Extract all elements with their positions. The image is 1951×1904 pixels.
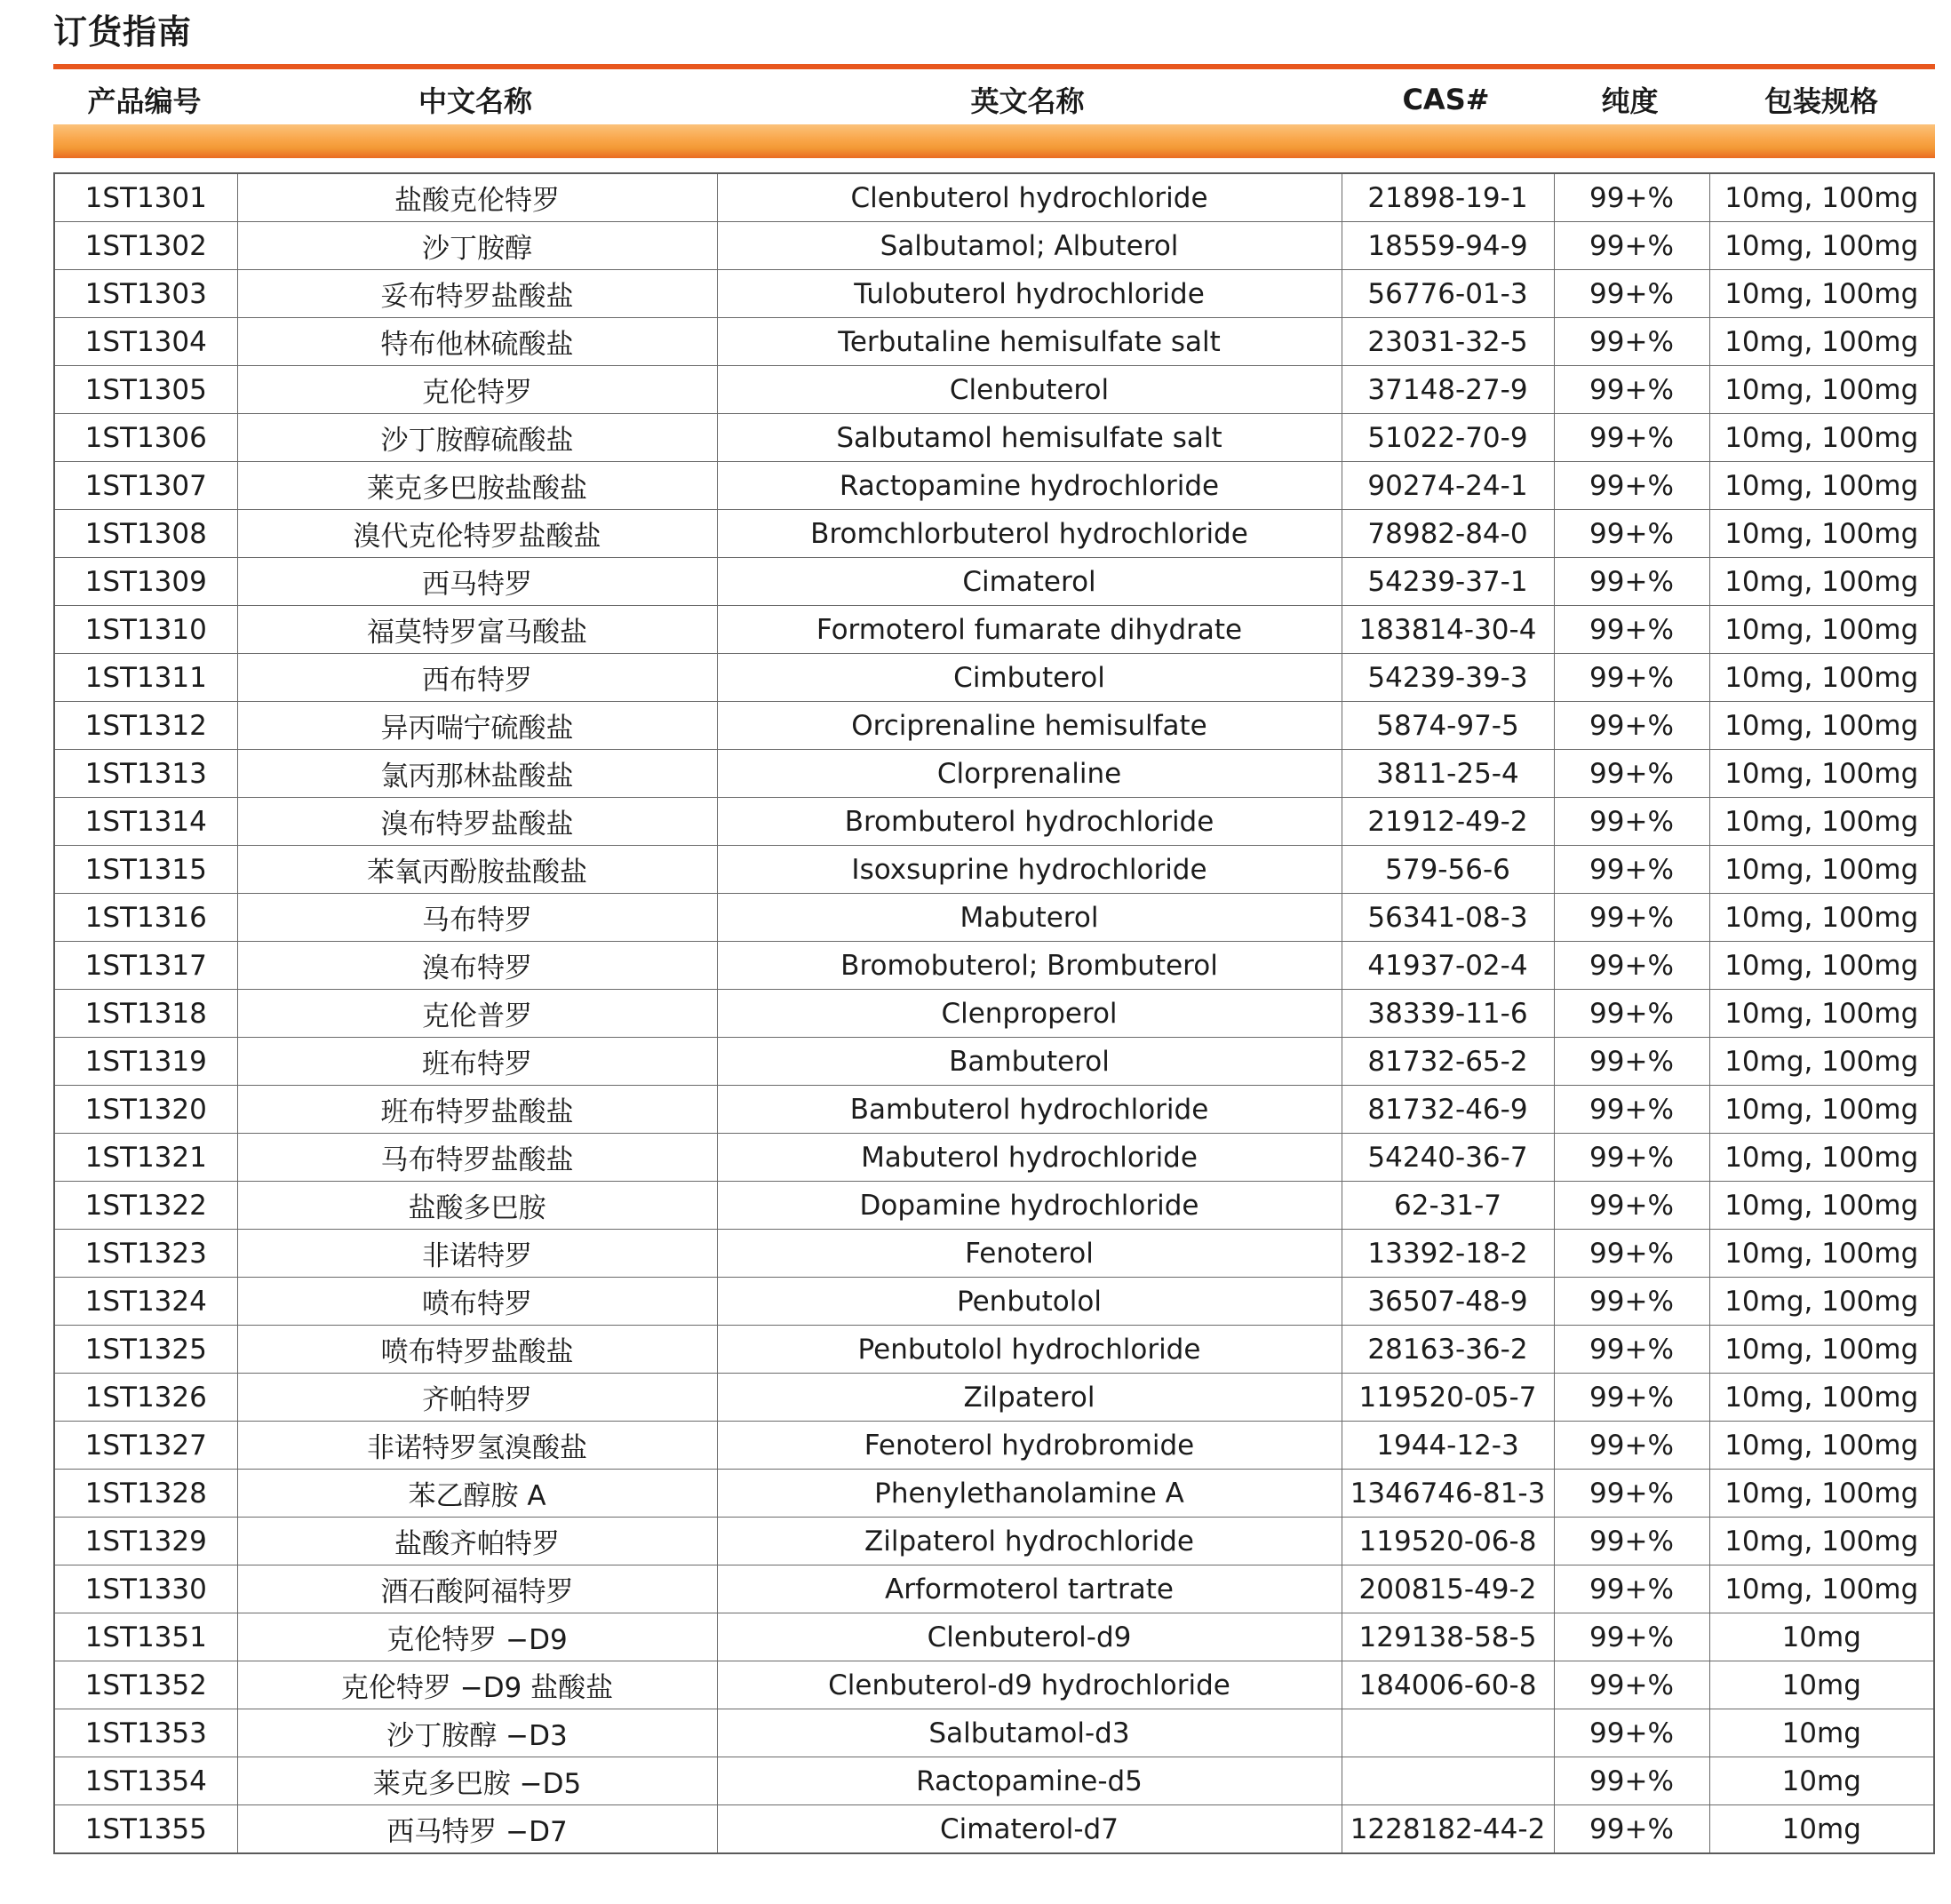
product-code-cell: 1ST1316 [55, 894, 237, 942]
chinese-name-cell: 克伦特罗 [237, 366, 717, 414]
chinese-name-cell: 喷布特罗盐酸盐 [237, 1326, 717, 1374]
product-code-cell: 1ST1321 [55, 1134, 237, 1182]
product-code-cell: 1ST1315 [55, 846, 237, 894]
english-name-cell: Brombuterol hydrochloride [717, 798, 1342, 846]
purity-cell: 99+% [1554, 1709, 1709, 1757]
package-size-cell: 10mg, 100mg [1709, 1518, 1933, 1565]
table-row [55, 1518, 1933, 1565]
cas-number-cell: 56341-08-3 [1342, 894, 1554, 942]
package-size-cell: 10mg, 100mg [1709, 990, 1933, 1038]
product-code-cell: 1ST1326 [55, 1374, 237, 1422]
cas-number-cell: 54239-39-3 [1342, 654, 1554, 702]
purity-cell: 99+% [1554, 750, 1709, 798]
package-size-cell: 10mg, 100mg [1709, 1278, 1933, 1326]
english-name-cell: Bromchlorbuterol hydrochloride [717, 510, 1342, 558]
purity-cell: 99+% [1554, 510, 1709, 558]
purity-cell: 99+% [1554, 462, 1709, 510]
package-size-cell: 10mg, 100mg [1709, 222, 1933, 270]
product-code-cell: 1ST1303 [55, 270, 237, 318]
chinese-name-cell: 沙丁胺醇 −D3 [237, 1709, 717, 1757]
cas-number-cell: 28163-36-2 [1342, 1326, 1554, 1374]
cas-number-cell: 90274-24-1 [1342, 462, 1554, 510]
chinese-name-cell: 盐酸克伦特罗 [237, 174, 717, 222]
cas-number-cell [1342, 1757, 1554, 1805]
chinese-name-cell: 西马特罗 −D7 [237, 1805, 717, 1853]
product-code-cell: 1ST1310 [55, 606, 237, 654]
product-code-cell: 1ST1307 [55, 462, 237, 510]
package-size-cell: 10mg, 100mg [1709, 1086, 1933, 1134]
product-code-cell: 1ST1355 [55, 1805, 237, 1853]
english-name-cell: Clenbuterol-d9 hydrochloride [717, 1661, 1342, 1709]
package-size-cell: 10mg, 100mg [1709, 1134, 1933, 1182]
purity-cell: 99+% [1554, 1134, 1709, 1182]
chinese-name-cell: 溴布特罗 [237, 942, 717, 990]
table-row [55, 1613, 1933, 1661]
purity-cell: 99+% [1554, 1326, 1709, 1374]
purity-cell: 99+% [1554, 318, 1709, 366]
table-row [55, 366, 1933, 414]
product-code-cell: 1ST1354 [55, 1757, 237, 1805]
table-row [55, 1278, 1933, 1326]
column-header-product-code: 产品编号 [87, 84, 202, 118]
english-name-cell: Arformoterol tartrate [717, 1565, 1342, 1613]
package-size-cell: 10mg, 100mg [1709, 174, 1933, 222]
package-size-cell: 10mg, 100mg [1709, 318, 1933, 366]
product-code-cell: 1ST1329 [55, 1518, 237, 1565]
purity-cell: 99+% [1554, 1278, 1709, 1326]
purity-cell: 99+% [1554, 1038, 1709, 1086]
package-size-cell: 10mg [1709, 1757, 1933, 1805]
chinese-name-cell: 齐帕特罗 [237, 1374, 717, 1422]
purity-cell: 99+% [1554, 1086, 1709, 1134]
product-code-cell: 1ST1306 [55, 414, 237, 462]
package-size-cell: 10mg, 100mg [1709, 270, 1933, 318]
english-name-cell: Penbutolol hydrochloride [717, 1326, 1342, 1374]
product-code-cell: 1ST1318 [55, 990, 237, 1038]
table-row [55, 1086, 1933, 1134]
product-code-cell: 1ST1330 [55, 1565, 237, 1613]
table-row [55, 1134, 1933, 1182]
english-name-cell: Formoterol fumarate dihydrate [717, 606, 1342, 654]
english-name-cell: Clenproperol [717, 990, 1342, 1038]
chinese-name-cell: 马布特罗盐酸盐 [237, 1134, 717, 1182]
chinese-name-cell: 苯乙醇胺 A [237, 1470, 717, 1518]
table-row [55, 654, 1933, 702]
english-name-cell: Bambuterol [717, 1038, 1342, 1086]
cas-number-cell: 54239-37-1 [1342, 558, 1554, 606]
purity-cell: 99+% [1554, 174, 1709, 222]
table-row [55, 1565, 1933, 1613]
english-name-cell: Cimaterol [717, 558, 1342, 606]
table-row [55, 990, 1933, 1038]
table-row [55, 270, 1933, 318]
product-table [53, 172, 1935, 1854]
chinese-name-cell: 盐酸多巴胺 [237, 1182, 717, 1230]
chinese-name-cell: 溴布特罗盐酸盐 [237, 798, 717, 846]
package-size-cell: 10mg, 100mg [1709, 606, 1933, 654]
english-name-cell: Bambuterol hydrochloride [717, 1086, 1342, 1134]
chinese-name-cell: 莱克多巴胺 −D5 [237, 1757, 717, 1805]
english-name-cell: Fenoterol [717, 1230, 1342, 1278]
package-size-cell: 10mg, 100mg [1709, 894, 1933, 942]
header-accent-bar [53, 124, 1935, 158]
cas-number-cell: 1228182-44-2 [1342, 1805, 1554, 1853]
package-size-cell: 10mg [1709, 1613, 1933, 1661]
chinese-name-cell: 溴代克伦特罗盐酸盐 [237, 510, 717, 558]
table-row [55, 798, 1933, 846]
cas-number-cell: 38339-11-6 [1342, 990, 1554, 1038]
package-size-cell: 10mg, 100mg [1709, 1374, 1933, 1422]
chinese-name-cell: 西马特罗 [237, 558, 717, 606]
cas-number-cell: 78982-84-0 [1342, 510, 1554, 558]
purity-cell: 99+% [1554, 1374, 1709, 1422]
cas-number-cell: 129138-58-5 [1342, 1613, 1554, 1661]
package-size-cell: 10mg, 100mg [1709, 654, 1933, 702]
package-size-cell: 10mg, 100mg [1709, 798, 1933, 846]
table-row [55, 1326, 1933, 1374]
column-header-english-name: 英文名称 [970, 84, 1085, 118]
package-size-cell: 10mg, 100mg [1709, 942, 1933, 990]
chinese-name-cell: 喷布特罗 [237, 1278, 717, 1326]
table-row [55, 702, 1933, 750]
english-name-cell: Bromobuterol; Brombuterol [717, 942, 1342, 990]
chinese-name-cell: 特布他林硫酸盐 [237, 318, 717, 366]
english-name-cell: Clenbuterol [717, 366, 1342, 414]
chinese-name-cell: 班布特罗盐酸盐 [237, 1086, 717, 1134]
purity-cell: 99+% [1554, 558, 1709, 606]
purity-cell: 99+% [1554, 1422, 1709, 1470]
product-code-cell: 1ST1319 [55, 1038, 237, 1086]
purity-cell: 99+% [1554, 702, 1709, 750]
english-name-cell: Mabuterol [717, 894, 1342, 942]
title-divider [53, 64, 1935, 69]
package-size-cell: 10mg, 100mg [1709, 750, 1933, 798]
cas-number-cell: 18559-94-9 [1342, 222, 1554, 270]
english-name-cell: Clenbuterol hydrochloride [717, 174, 1342, 222]
column-header-purity: 纯度 [1601, 84, 1659, 118]
table-row [55, 1709, 1933, 1757]
cas-number-cell: 62-31-7 [1342, 1182, 1554, 1230]
table-row [55, 1470, 1933, 1518]
package-size-cell: 10mg, 100mg [1709, 462, 1933, 510]
column-header-cas: CAS# [1402, 83, 1490, 116]
english-name-cell: Ractopamine hydrochloride [717, 462, 1342, 510]
page-title: 订货指南 [53, 12, 193, 52]
product-code-cell: 1ST1308 [55, 510, 237, 558]
column-header-package-size: 包装规格 [1764, 84, 1878, 118]
package-size-cell: 10mg, 100mg [1709, 702, 1933, 750]
purity-cell: 99+% [1554, 846, 1709, 894]
cas-number-cell: 579-56-6 [1342, 846, 1554, 894]
cas-number-cell: 36507-48-9 [1342, 1278, 1554, 1326]
purity-cell: 99+% [1554, 366, 1709, 414]
cas-number-cell: 1346746-81-3 [1342, 1470, 1554, 1518]
product-code-cell: 1ST1320 [55, 1086, 237, 1134]
table-row [55, 1038, 1933, 1086]
purity-cell: 99+% [1554, 1230, 1709, 1278]
english-name-cell: Orciprenaline hemisulfate [717, 702, 1342, 750]
package-size-cell: 10mg, 100mg [1709, 1326, 1933, 1374]
cas-number-cell: 21912-49-2 [1342, 798, 1554, 846]
table-row [55, 1422, 1933, 1470]
english-name-cell: Mabuterol hydrochloride [717, 1134, 1342, 1182]
cas-number-cell: 184006-60-8 [1342, 1661, 1554, 1709]
table-row [55, 174, 1933, 222]
cas-number-cell: 1944-12-3 [1342, 1422, 1554, 1470]
product-code-cell: 1ST1302 [55, 222, 237, 270]
product-code-cell: 1ST1312 [55, 702, 237, 750]
table-row [55, 318, 1933, 366]
english-name-cell: Clorprenaline [717, 750, 1342, 798]
product-code-cell: 1ST1309 [55, 558, 237, 606]
package-size-cell: 10mg, 100mg [1709, 1038, 1933, 1086]
chinese-name-cell: 盐酸齐帕特罗 [237, 1518, 717, 1565]
cas-number-cell: 81732-46-9 [1342, 1086, 1554, 1134]
package-size-cell: 10mg, 100mg [1709, 1182, 1933, 1230]
cas-number-cell: 200815-49-2 [1342, 1565, 1554, 1613]
english-name-cell: Tulobuterol hydrochloride [717, 270, 1342, 318]
chinese-name-cell: 西布特罗 [237, 654, 717, 702]
english-name-cell: Ractopamine-d5 [717, 1757, 1342, 1805]
purity-cell: 99+% [1554, 1182, 1709, 1230]
chinese-name-cell: 班布特罗 [237, 1038, 717, 1086]
product-code-cell: 1ST1317 [55, 942, 237, 990]
purity-cell: 99+% [1554, 894, 1709, 942]
product-code-cell: 1ST1314 [55, 798, 237, 846]
english-name-cell: Zilpaterol [717, 1374, 1342, 1422]
purity-cell: 99+% [1554, 1518, 1709, 1565]
purity-cell: 99+% [1554, 798, 1709, 846]
english-name-cell: Salbutamol-d3 [717, 1709, 1342, 1757]
cas-number-cell: 54240-36-7 [1342, 1134, 1554, 1182]
purity-cell: 99+% [1554, 1805, 1709, 1853]
table-row [55, 1661, 1933, 1709]
chinese-name-cell: 克伦特罗 −D9 [237, 1613, 717, 1661]
table-row [55, 1757, 1933, 1805]
package-size-cell: 10mg [1709, 1661, 1933, 1709]
product-code-cell: 1ST1322 [55, 1182, 237, 1230]
package-size-cell: 10mg, 100mg [1709, 1470, 1933, 1518]
package-size-cell: 10mg, 100mg [1709, 1230, 1933, 1278]
purity-cell: 99+% [1554, 1661, 1709, 1709]
english-name-cell: Phenylethanolamine A [717, 1470, 1342, 1518]
package-size-cell: 10mg, 100mg [1709, 414, 1933, 462]
product-code-cell: 1ST1311 [55, 654, 237, 702]
purity-cell: 99+% [1554, 1470, 1709, 1518]
table-row [55, 222, 1933, 270]
table-row [55, 462, 1933, 510]
english-name-cell: Cimaterol-d7 [717, 1805, 1342, 1853]
package-size-cell: 10mg, 100mg [1709, 846, 1933, 894]
package-size-cell: 10mg, 100mg [1709, 1422, 1933, 1470]
table-row [55, 1374, 1933, 1422]
cas-number-cell: 56776-01-3 [1342, 270, 1554, 318]
table-row [55, 414, 1933, 462]
product-code-cell: 1ST1352 [55, 1661, 237, 1709]
purity-cell: 99+% [1554, 654, 1709, 702]
product-code-cell: 1ST1328 [55, 1470, 237, 1518]
table-row [55, 1230, 1933, 1278]
english-name-cell: Fenoterol hydrobromide [717, 1422, 1342, 1470]
product-code-cell: 1ST1351 [55, 1613, 237, 1661]
chinese-name-cell: 苯氧丙酚胺盐酸盐 [237, 846, 717, 894]
product-table-body [55, 174, 1933, 1852]
cas-number-cell: 3811-25-4 [1342, 750, 1554, 798]
chinese-name-cell: 克伦特罗 −D9 盐酸盐 [237, 1661, 717, 1709]
product-code-cell: 1ST1327 [55, 1422, 237, 1470]
chinese-name-cell: 酒石酸阿福特罗 [237, 1565, 717, 1613]
chinese-name-cell: 非诺特罗氢溴酸盐 [237, 1422, 717, 1470]
purity-cell: 99+% [1554, 1565, 1709, 1613]
package-size-cell: 10mg, 100mg [1709, 1565, 1933, 1613]
table-row [55, 1805, 1933, 1853]
cas-number-cell: 5874-97-5 [1342, 702, 1554, 750]
chinese-name-cell: 克伦普罗 [237, 990, 717, 1038]
chinese-name-cell: 妥布特罗盐酸盐 [237, 270, 717, 318]
english-name-cell: Cimbuterol [717, 654, 1342, 702]
chinese-name-cell: 沙丁胺醇硫酸盐 [237, 414, 717, 462]
cas-number-cell: 21898-19-1 [1342, 174, 1554, 222]
purity-cell: 99+% [1554, 606, 1709, 654]
purity-cell: 99+% [1554, 1613, 1709, 1661]
chinese-name-cell: 氯丙那林盐酸盐 [237, 750, 717, 798]
cas-number-cell: 51022-70-9 [1342, 414, 1554, 462]
english-name-cell: Terbutaline hemisulfate salt [717, 318, 1342, 366]
english-name-cell: Penbutolol [717, 1278, 1342, 1326]
table-row [55, 1182, 1933, 1230]
chinese-name-cell: 福莫特罗富马酸盐 [237, 606, 717, 654]
english-name-cell: Zilpaterol hydrochloride [717, 1518, 1342, 1565]
chinese-name-cell: 莱克多巴胺盐酸盐 [237, 462, 717, 510]
package-size-cell: 10mg [1781, 1812, 1861, 1845]
cas-number-cell: 41937-02-4 [1342, 942, 1554, 990]
product-code-cell: 1ST1305 [55, 366, 237, 414]
product-code-cell: 1ST1324 [55, 1278, 237, 1326]
purity-cell: 99+% [1554, 414, 1709, 462]
cas-number-cell: 119520-06-8 [1342, 1518, 1554, 1565]
cas-number-cell [1342, 1709, 1554, 1757]
product-code-cell: 1ST1304 [55, 318, 237, 366]
cas-number-cell: 37148-27-9 [1342, 366, 1554, 414]
purity-cell: 99+% [1554, 1757, 1709, 1805]
chinese-name-cell: 沙丁胺醇 [237, 222, 717, 270]
package-size-cell: 10mg, 100mg [1709, 366, 1933, 414]
product-code-cell: 1ST1301 [55, 174, 237, 222]
purity-cell: 99+% [1554, 270, 1709, 318]
table-row [55, 750, 1933, 798]
cas-number-cell: 81732-65-2 [1342, 1038, 1554, 1086]
table-row [55, 894, 1933, 942]
table-row [55, 510, 1933, 558]
english-name-cell: Dopamine hydrochloride [717, 1182, 1342, 1230]
purity-cell: 99+% [1554, 990, 1709, 1038]
purity-cell: 99+% [1554, 222, 1709, 270]
product-code-cell: 1ST1313 [55, 750, 237, 798]
purity-cell: 99+% [1554, 942, 1709, 990]
column-header-chinese-name: 中文名称 [418, 84, 532, 118]
cas-number-cell: 13392-18-2 [1342, 1230, 1554, 1278]
table-header [53, 75, 1935, 124]
cas-number-cell: 23031-32-5 [1342, 318, 1554, 366]
package-size-cell: 10mg [1709, 1709, 1933, 1757]
english-name-cell: Salbutamol; Albuterol [717, 222, 1342, 270]
package-size-cell: 10mg, 100mg [1709, 558, 1933, 606]
table-row [55, 606, 1933, 654]
table-row [55, 846, 1933, 894]
chinese-name-cell: 马布特罗 [237, 894, 717, 942]
cas-number-cell: 183814-30-4 [1342, 606, 1554, 654]
package-size-cell: 10mg, 100mg [1709, 510, 1933, 558]
chinese-name-cell: 异丙喘宁硫酸盐 [237, 702, 717, 750]
cas-number-cell: 119520-05-7 [1342, 1374, 1554, 1422]
english-name-cell: Isoxsuprine hydrochloride [717, 846, 1342, 894]
product-code-cell: 1ST1323 [55, 1230, 237, 1278]
chinese-name-cell: 非诺特罗 [237, 1230, 717, 1278]
table-row [55, 558, 1933, 606]
product-code-cell: 1ST1353 [55, 1709, 237, 1757]
table-row [55, 942, 1933, 990]
english-name-cell: Clenbuterol-d9 [717, 1613, 1342, 1661]
english-name-cell: Salbutamol hemisulfate salt [717, 414, 1342, 462]
product-code-cell: 1ST1325 [55, 1326, 237, 1374]
